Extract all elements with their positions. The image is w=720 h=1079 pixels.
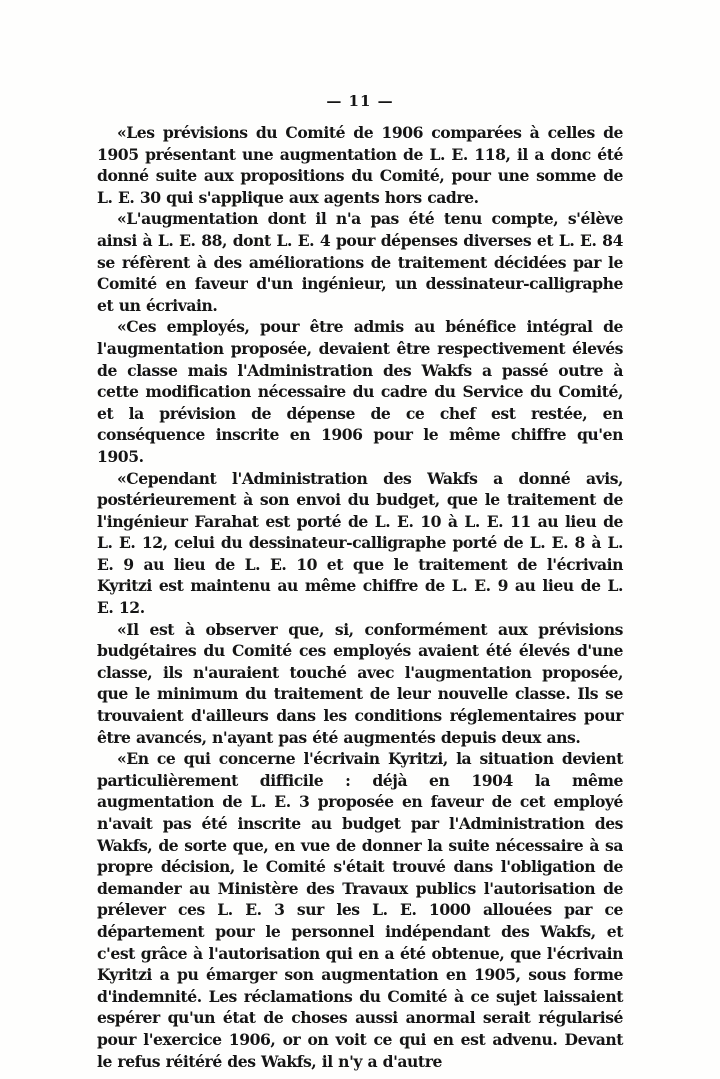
paragraph-5: «Il est à observer que, si, conformément aux prévisions budgétaires du Comité ces employés avaient été élevés d'une classe, ils n'auraient touché avec l'augmentation proposée, que le minimum du traitement de leur nouvelle classe. Ils se trouvaient d'ailleurs dans les conditions réglementaires pour être avancés, n'ayant pas été augmentés depuis deux ans. <box>97 619 623 747</box>
paragraph-1: «Les prévisions du Comité de 1906 comparées à celles de 1905 présentant une augmentation de L. E. 118, il a donc été donné suite aux propositions du Comité, pour une somme de L. E. 30 qui s'applique aux agents hors cadre. <box>97 123 623 207</box>
page-number: — 11 — <box>326 92 394 110</box>
paragraph-6: «En ce qui concerne l'écrivain Kyritzi, la situation devient particulièrement difficile : déjà en 1904 la même augmentation de L. E. 3 proposée en faveur de cet employé n'avait pas été inscrite au budget par l'Administration des Wakfs, de sorte que, en vue de donner la suite nécessaire à sa propre décision, le Comité s'était trouvé dans l'obligation de demander au Ministère des Travaux publics l'autorisation de prélever ces L. E. 3 sur les L. E. 1000 allouées par ce département pour le personnel indépendant des Wakfs, et c'est grâce à l'autorisation qui en a été obtenue, que l'écrivain Kyritzi a pu émarger son augmentation en 1905, sous forme d'indemnité. Les réclamations du Comité à ce sujet laissaient espérer qu'un état de choses aussi anormal serait régularisé pour l'exercice 1906, or on voit ce qui en est advenu. Devant le refus réitéré des Wakfs, il n'y a d'autre <box>97 749 623 1071</box>
body-text <box>97 122 623 1072</box>
paragraph-2: «L'augmentation dont il n'a pas été tenu compte, s'élève ainsi à L. E. 88, dont L. E. 4 pour dépenses diverses et L. E. 84 se réfèrent à des améliorations de traitement décidées par le Comité en faveur d'un ingénieur, un dessinateur-calligraphe et un écrivain. <box>97 209 623 315</box>
paragraph-4: «Cependant l'Administration des Wakfs a donné avis, postérieurement à son envoi du budget, que le traitement de l'ingénieur Farahat est porté de L. E. 10 à L. E. 11 au lieu de L. E. 12, celui du dessinateur-calligraphe porté de L. E. 8 à L. E. 9 au lieu de L. E. 10 et que le traitement de l'écrivain Kyritzi est maintenu au même chiffre de L. E. 9 au lieu de L. E. 12. <box>97 468 623 618</box>
paragraph-3: «Ces employés, pour être admis au bénéfice intégral de l'augmentation proposée, devaient être respectivement élevés de classe mais l'Administration des Wakfs a passé outre à cette modification nécessaire du cadre du Service du Comité, et la prévision de dépense de ce chef est restée, en conséquence inscrite en 1906 pour le même chiffre qu'en 1905. <box>97 317 623 466</box>
